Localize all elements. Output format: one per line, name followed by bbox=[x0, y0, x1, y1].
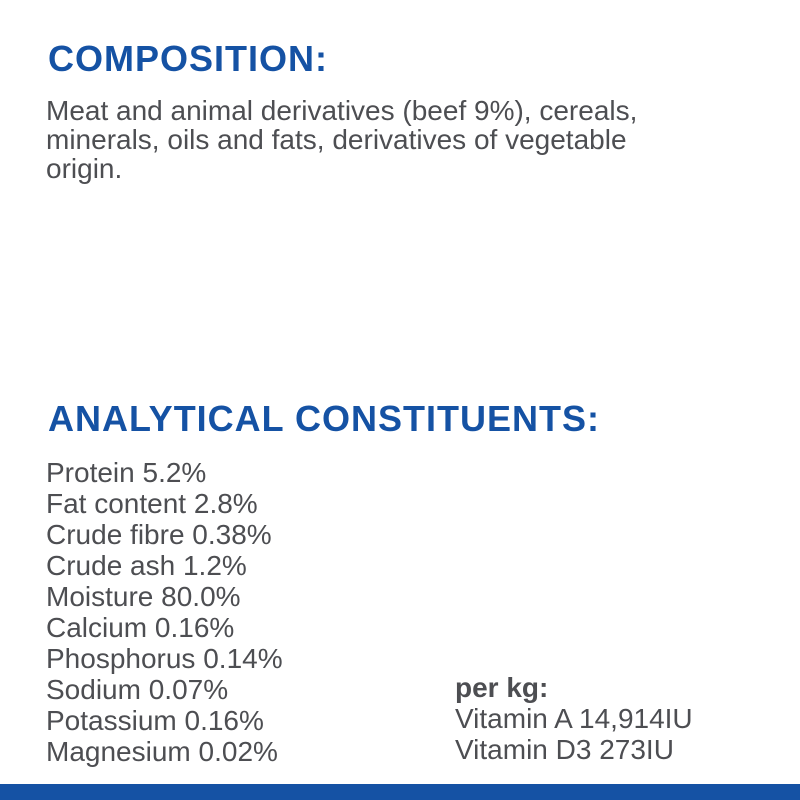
per-kg-item-label: Vitamin D3 bbox=[455, 734, 592, 765]
analytical-item-value: 5.2% bbox=[142, 457, 207, 488]
analytical-item-value: 0.16% bbox=[184, 705, 264, 736]
analytical-item-label: Crude fibre bbox=[46, 519, 185, 550]
analytical-constituents-list bbox=[46, 457, 283, 767]
analytical-item-moisture bbox=[46, 581, 283, 612]
composition-line: origin. bbox=[46, 153, 123, 184]
analytical-constituents-heading: ANALYTICAL CONSTITUENTS: bbox=[48, 398, 601, 439]
per-kg-item-vitamin-a bbox=[455, 703, 693, 734]
analytical-item-crude-fibre bbox=[46, 519, 283, 550]
composition-body bbox=[46, 96, 637, 183]
per-kg-item-label: Vitamin A bbox=[455, 703, 572, 734]
analytical-item-value: 80.0% bbox=[161, 581, 241, 612]
analytical-item-label: Crude ash bbox=[46, 550, 176, 581]
analytical-item-value: 2.8% bbox=[193, 488, 258, 519]
analytical-item-value: 0.16% bbox=[154, 612, 235, 643]
analytical-item-value: 0.38% bbox=[192, 519, 272, 550]
analytical-item-value: 0.02% bbox=[198, 736, 278, 767]
analytical-item-calcium bbox=[46, 612, 283, 643]
analytical-item-sodium bbox=[46, 674, 283, 705]
per-kg-item-value: 14,914IU bbox=[579, 703, 693, 734]
analytical-item-magnesium bbox=[46, 736, 283, 767]
footer-accent-bar bbox=[0, 784, 800, 800]
analytical-item-fat-content bbox=[46, 488, 283, 519]
analytical-item-phosphorus bbox=[46, 643, 283, 674]
analytical-item-label: Phosphorus bbox=[46, 643, 196, 674]
analytical-item-label: Moisture bbox=[46, 581, 154, 612]
analytical-item-value: 0.07% bbox=[148, 674, 229, 705]
per-kg-item-vitamin-d3 bbox=[455, 734, 693, 765]
per-kg-heading: per kg: bbox=[455, 672, 549, 703]
analytical-item-value: 1.2% bbox=[182, 550, 247, 581]
analytical-item-label: Magnesium bbox=[46, 736, 191, 767]
analytical-item-crude-ash bbox=[46, 550, 283, 581]
analytical-item-protein bbox=[46, 457, 283, 488]
analytical-item-label: Sodium bbox=[46, 674, 141, 705]
composition-line: minerals, oils and fats, derivatives of vegetable bbox=[46, 124, 627, 155]
analytical-item-potassium bbox=[46, 705, 283, 736]
composition-heading: COMPOSITION: bbox=[48, 38, 328, 79]
analytical-item-label: Calcium bbox=[46, 612, 148, 643]
analytical-item-value: 0.14% bbox=[203, 643, 283, 674]
analytical-item-label: Protein bbox=[46, 457, 135, 488]
analytical-item-label: Potassium bbox=[46, 705, 177, 736]
analytical-item-label: Fat content bbox=[46, 488, 187, 519]
per-kg-block bbox=[455, 672, 693, 765]
composition-line: Meat and animal derivatives (beef 9%), cereals, bbox=[46, 95, 638, 126]
per-kg-item-value: 273IU bbox=[599, 734, 674, 765]
